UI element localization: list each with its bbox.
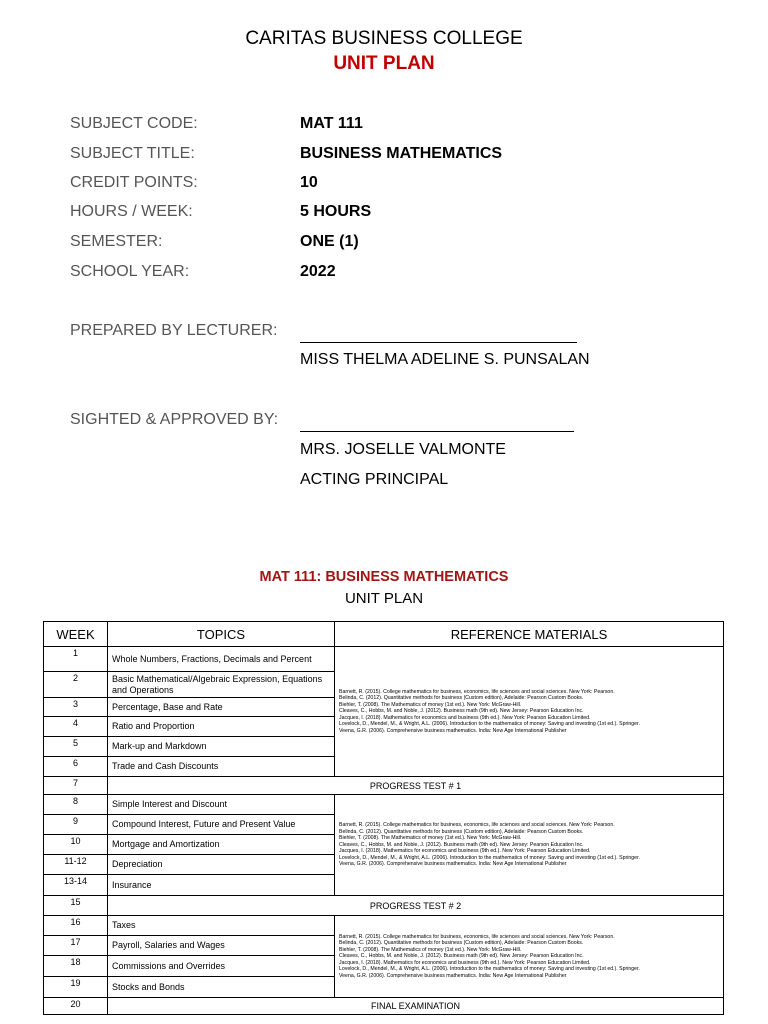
prepared-signature-line: [300, 342, 577, 343]
reference-cell: Barnett, R. (2015). College mathematics for business, economics, life sciences and social sciences. New York: Pearson. Belinda, C. (2012). Quantitative methods for business (Custom edition), Adelaide: Pearson Custom Books. Biehler, T. (2008). The Mathematics of money (1st ed.). New York: McGraw-Hill. Cleaves, C., Hobbs, M. and Noble, J. (2012). Business math (9th ed). New Jersey: Pearson Education Inc. Jacques, I. (2018). Mathematics for economics and business (9th ed.). New York: Pearson Education Limited. Lovelock, D., Mendel, M., & Wright, A.L. (2006). Introduction to the mathematics of money: Saving and investing (1st ed.). Springer. Veena, G.R. (2006). Comprehensive business mathematics. India: New Age International Publisher: [335, 647, 724, 777]
section-title: MAT 111: BUSINESS MATHEMATICS: [259, 569, 509, 585]
college-name: CARITAS BUSINESS COLLEGE: [245, 28, 523, 49]
week-cell: 15: [44, 896, 108, 916]
header-references: REFERENCE MATERIALS: [335, 622, 724, 647]
topic-cell: Mortgage and Amortization: [108, 835, 335, 855]
topic-cell: Insurance: [108, 875, 335, 896]
hours-week-value: 5 HOURS: [300, 203, 372, 220]
subject-title-label: SUBJECT TITLE:: [70, 145, 195, 162]
topic-cell: Stocks and Bonds: [108, 977, 335, 998]
week-cell: 8: [44, 795, 108, 815]
week-cell: 17: [44, 936, 108, 956]
subject-title-value: BUSINESS MATHEMATICS: [300, 145, 503, 162]
week-cell: 6: [44, 757, 108, 777]
approved-by-name: MRS. JOSELLE VALMONTE: [300, 441, 506, 458]
credit-points-label: CREDIT POINTS:: [70, 174, 198, 191]
prepared-by-label: PREPARED BY LECTURER:: [70, 322, 278, 339]
semester-label: SEMESTER:: [70, 233, 163, 250]
approved-by-role: ACTING PRINCIPAL: [300, 471, 449, 488]
doc-type-title: UNIT PLAN: [333, 53, 435, 74]
approved-by-label: SIGHTED & APPROVED BY:: [70, 411, 279, 428]
approved-signature-line: [300, 431, 574, 432]
topic-cell: Percentage, Base and Rate: [108, 698, 335, 717]
week-cell: 5: [44, 737, 108, 757]
table-row: [44, 998, 724, 1015]
credit-points-value: 10: [300, 174, 318, 191]
week-cell: 4: [44, 717, 108, 737]
table-row: [44, 647, 724, 672]
week-cell: 20: [44, 998, 108, 1015]
topic-cell: Taxes: [108, 916, 335, 936]
subject-code-value: MAT 111: [300, 115, 363, 132]
table-row: [44, 777, 724, 795]
prepared-by-name: MISS THELMA ADELINE S. PUNSALAN: [300, 351, 590, 368]
topic-cell: Payroll, Salaries and Wages: [108, 936, 335, 956]
hours-week-label: HOURS / WEEK:: [70, 203, 193, 220]
school-year-value: 2022: [300, 263, 336, 280]
week-cell: 2: [44, 672, 108, 698]
header-week: WEEK: [44, 622, 108, 647]
week-cell: 16: [44, 916, 108, 936]
topic-cell: Commissions and Overrides: [108, 956, 335, 977]
week-cell: 19: [44, 977, 108, 998]
week-cell: 10: [44, 835, 108, 855]
final-examination: FINAL EXAMINATION: [108, 998, 724, 1015]
header-topics: TOPICS: [108, 622, 335, 647]
week-cell: 3: [44, 698, 108, 717]
section-subtitle: UNIT PLAN: [344, 590, 424, 607]
week-cell: 18: [44, 956, 108, 977]
week-cell: 9: [44, 815, 108, 835]
week-cell: 13-14: [44, 875, 108, 896]
topic-cell: Ratio and Proportion: [108, 717, 335, 737]
topic-cell: Simple Interest and Discount: [108, 795, 335, 815]
unit-plan-table: [43, 621, 724, 1015]
subject-code-label: SUBJECT CODE:: [70, 115, 198, 132]
table-row: [44, 896, 724, 916]
table-row: [44, 916, 724, 936]
progress-test-2: PROGRESS TEST # 2: [108, 896, 724, 916]
table-header-row: [44, 622, 724, 647]
week-cell: 7: [44, 777, 108, 795]
school-year-label: SCHOOL YEAR:: [70, 263, 190, 280]
reference-cell: Barnett, R. (2015). College mathematics for business, economics, life sciences and social sciences. New York: Pearson. Belinda, C. (2012). Quantitative methods for business (Custom edition), Adelaide: Pearson Custom Books. Biehler, T. (2008). The Mathematics of money (1st ed.). New York: McGraw-Hill. Cleaves, C., Hobbs, M. and Noble, J. (2012). Business math (9th ed). New Jersey: Pearson Education Inc. Jacques, I. (2018). Mathematics for economics and business (9th ed.). New York: Pearson Education Limited. Lovelock, D., Mendel, M., & Wright, A.L. (2006). Introduction to the mathematics of money: Saving and investing (1st ed.). Springer. Veena, G.R. (2006). Comprehensive business mathematics. India: New Age International Publisher: [335, 916, 724, 998]
table-row: [44, 795, 724, 815]
week-cell: 1: [44, 647, 108, 672]
semester-value: ONE (1): [300, 233, 359, 250]
topic-cell: Mark-up and Markdown: [108, 737, 335, 757]
topic-cell: Whole Numbers, Fractions, Decimals and Percent: [108, 647, 335, 672]
topic-cell: Compound Interest, Future and Present Value: [108, 815, 335, 835]
topic-cell: Trade and Cash Discounts: [108, 757, 335, 777]
topic-cell: Depreciation: [108, 855, 335, 875]
progress-test-1: PROGRESS TEST # 1: [108, 777, 724, 795]
week-cell: 11-12: [44, 855, 108, 875]
topic-cell: Basic Mathematical/Algebraic Expression, Equations and Operations: [108, 672, 335, 698]
reference-cell: Barnett, R. (2015). College mathematics for business, economics, life sciences and social sciences. New York: Pearson. Belinda, C. (2012). Quantitative methods for business (Custom edition), Adelaide: Pearson Custom Books. Biehler, T. (2008). The Mathematics of money (1st ed.). New York: McGraw-Hill. Cleaves, C., Hobbs, M. and Noble, J. (2012). Business math (9th ed). New Jersey: Pearson Education Inc. Jacques, I. (2018). Mathematics for economics and business (9th ed.). New York: Pearson Education Limited. Lovelock, D., Mendel, M., & Wright, A.L. (2006). Introduction to the mathematics of money: Saving and investing (1st ed.). Springer. Veena, G.R. (2006). Comprehensive business mathematics. India: New Age International Publisher: [335, 795, 724, 896]
